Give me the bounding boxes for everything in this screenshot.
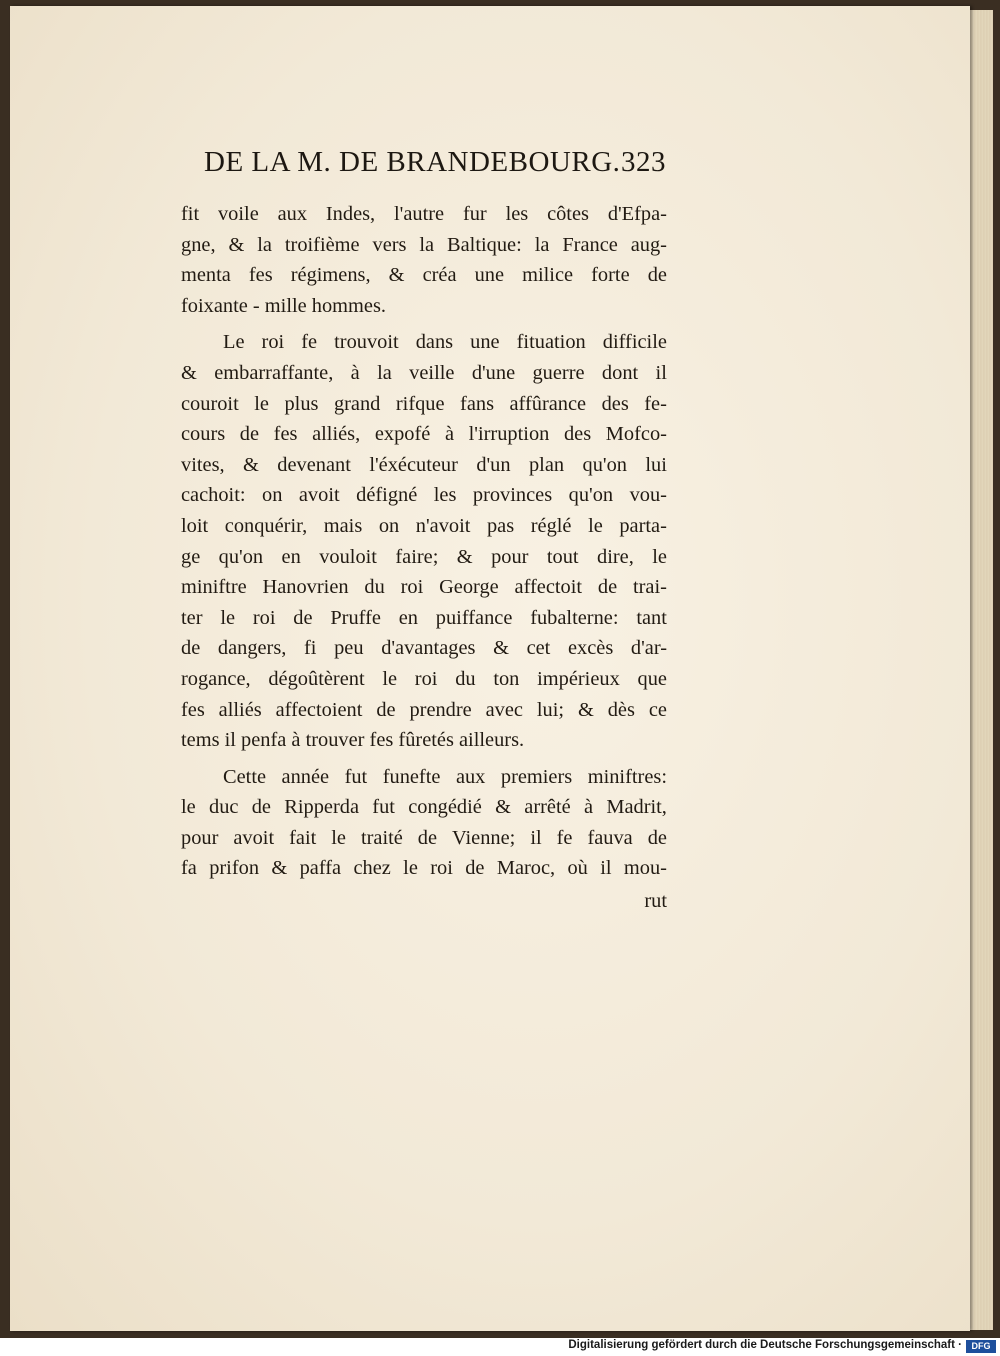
text-line: fa prifon & paffa chez le roi de Maroc, où il mou- (181, 857, 667, 880)
dfg-logo: DFG (966, 1340, 996, 1353)
text-line: ge qu'on en vouloit faire; & pour tout dire, le (181, 545, 667, 568)
text-line: cours de fes alliés, expofé à l'irruption des Mofco- (181, 423, 667, 446)
text-line: pour avoit fait le traité de Vienne; il fe fauva de (181, 826, 667, 849)
text-line: vites, & devenant l'éxécuteur d'un plan qu'on lui (181, 453, 667, 476)
text-line: tems il penfa à trouver fes fûretés ailleurs. (181, 729, 525, 752)
text-line: loit conquérir, mais on n'avoit pas réglé le parta- (181, 514, 667, 537)
catchword: rut (644, 890, 667, 913)
text-line: & embarraffante, à la veille d'une guerre dont il (181, 361, 667, 384)
running-head (200, 146, 670, 186)
page-edges (968, 10, 993, 1330)
text-line: ter le roi de Pruffe en puiffance fubalterne: tant (181, 606, 667, 629)
footer-credit: Digitalisierung gefördert durch die Deutsche Forschungsgemeinschaft · (568, 1339, 962, 1351)
text-line: rogance, dégoûtèrent le roi du ton impérieux que (181, 667, 667, 690)
text-line: menta fes régimens, & créa une milice forte de (181, 264, 667, 287)
text-line: cachoit: on avoit défigné les provinces qu'on vou- (181, 484, 667, 507)
page-number: 323 (621, 146, 666, 178)
text-line: fit voile aux Indes, l'autre fur les côtes d'Efpa- (181, 203, 667, 225)
text-line: gne, & la troifième vers la Baltique: la France aug- (181, 233, 667, 256)
text-block (181, 199, 667, 917)
footer-bar (0, 1338, 1000, 1356)
text-line: couroit le plus grand rifque fans affûrance des fe- (181, 392, 667, 415)
text-line: fes alliés affectoient de prendre avec lui; & dès ce (181, 698, 667, 721)
text-line: miniftre Hanovrien du roi George affectoit de trai- (181, 576, 667, 599)
running-head-title: DE LA M. DE BRANDEBOURG. (204, 146, 621, 178)
text-line: Le roi fe trouvoit dans une fituation difficile (223, 331, 667, 354)
text-line: Cette année fut funefte aux premiers miniftres: (223, 765, 667, 788)
text-line: le duc de Ripperda fut congédié & arrêté à Madrit, (181, 796, 667, 819)
text-line: foixante - mille hommes. (181, 294, 386, 317)
text-line: de dangers, fi peu d'avantages & cet excès d'ar- (181, 637, 667, 660)
